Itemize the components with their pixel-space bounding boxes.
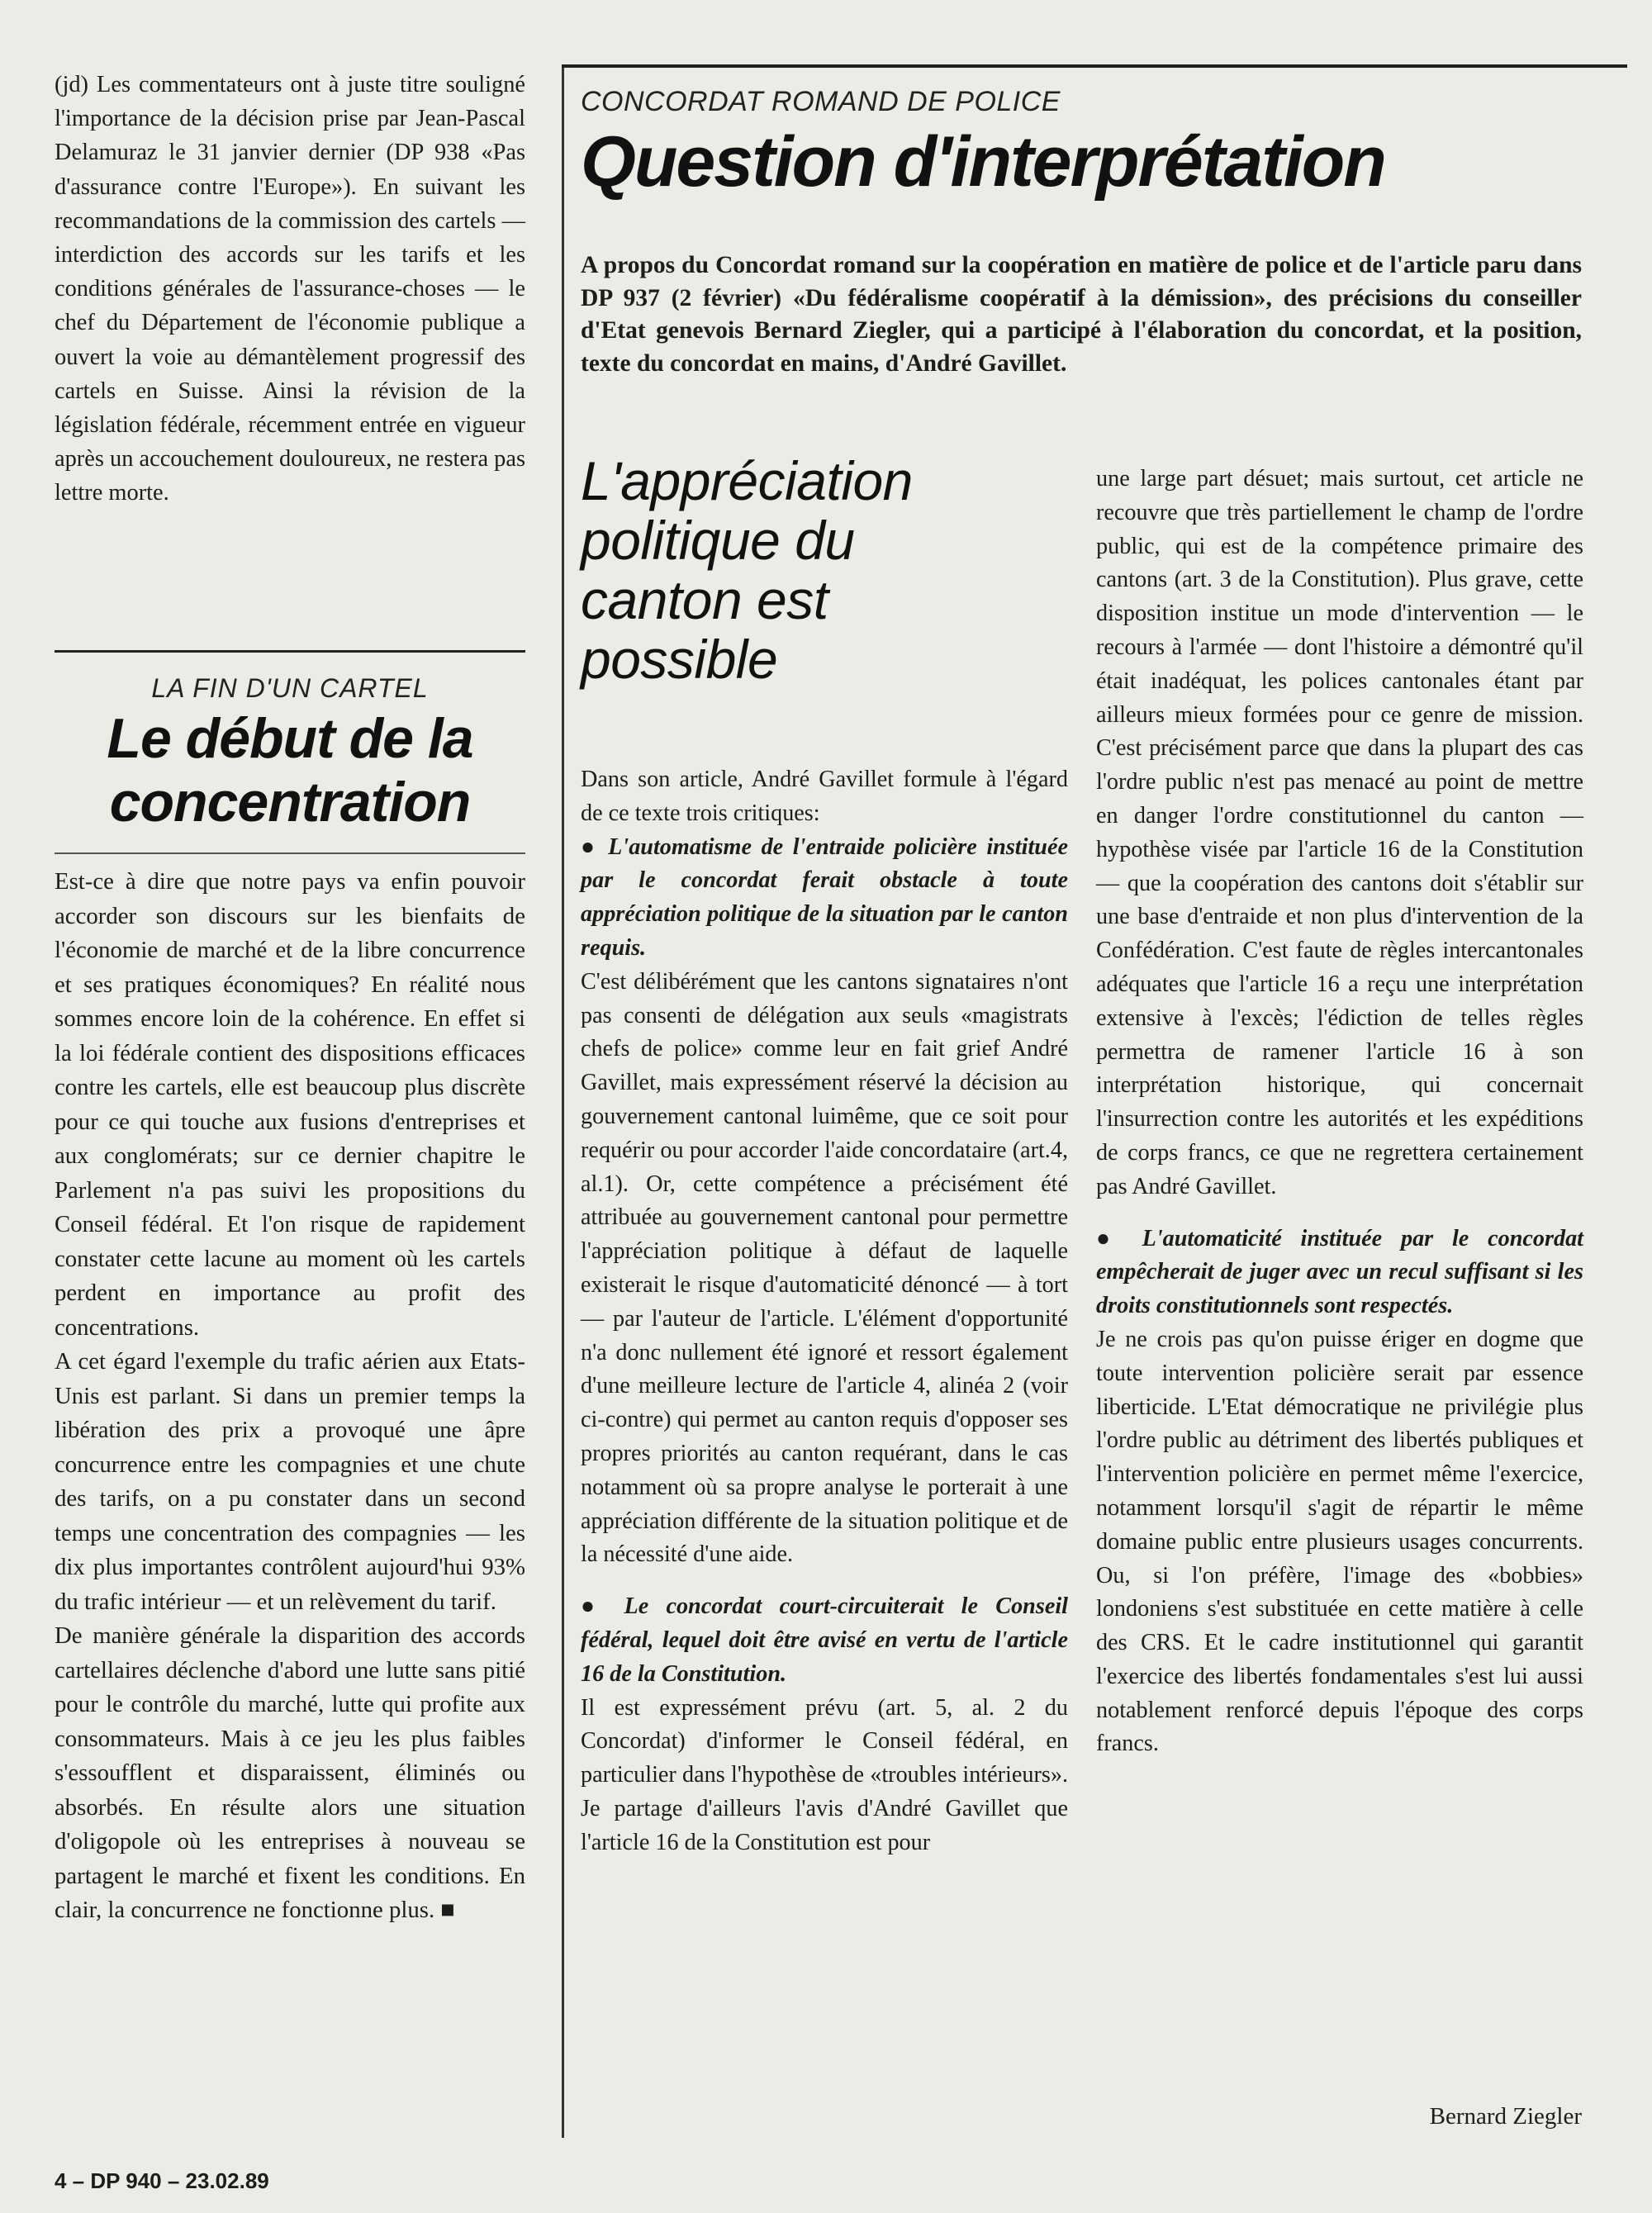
mid-column-body	[581, 763, 1068, 1860]
subhead-line-4: possible	[581, 629, 778, 690]
signature: Bernard Ziegler	[1429, 2103, 1582, 2130]
column-divider	[562, 64, 564, 2138]
mid-bullet-2: ● Le concordat court-circuiterait le Conseil fédéral, lequel doit être avisé en vertu de l'article 16 de la Constitution.	[581, 1593, 1068, 1687]
main-headline: Question d'interprétation	[581, 122, 1385, 202]
left-kicker: LA FIN D'UN CARTEL	[151, 673, 429, 703]
main-lead: A propos du Concordat romand sur la coopération en matière de police et de l'article paru dans DP 937 (2 février) «Du fédéralisme coopératif à la démission», des précisions du conseiller d'Etat genevois Bernard Ziegler, qui a participé à l'élaboration du concordat, et la position, texte du concordat en mains, d'André Gavillet.	[581, 252, 1582, 377]
subhead-line-1: L'appréciation	[581, 450, 913, 511]
left-paragraph-3: De manière générale la disparition des accords cartellaires déclenche d'abord une lutte sans pitié pour le contrôle du marché, lutte qui profite aux consommateurs. Mais à ce jeu les plus faibles s'essoufflent et disparaissent, éliminés ou absorbés. En résulte alors une situation d'oligopole où les entreprises à nouveau se partagent le marché et fixent les conditions. En clair, la concurrence ne fonctionne plus. ■	[55, 1622, 525, 1923]
left-section-rule	[55, 650, 525, 653]
mid-paragraph-3: Il est expressément prévu (art. 5, al. 2 du Concordat) d'informer le Conseil fédéral, en particulier dans l'hypothèse de «troubles intérieurs». Je partage d'ailleurs l'avis d'André Gavillet que l'article 16 de la Constitution est pour	[581, 1694, 1068, 1855]
right-paragraph-2: Je ne crois pas qu'on puisse ériger en dogme que toute intervention policière serait par essence liberticide. L'Etat démocratique ne privilégie plus l'ordre public au détriment des libertés publiques et l'intervention policière en permet même l'exercice, notamment lorsqu'il s'agit de répartir le même domaine public entre plusieurs usages concurrents. Ou, si l'on préfère, l'image des «bobbies» londoniens s'est substituée en cette matière à celle des CRS. Et le cadre institutionnel qui garantit l'exercice des libertés fondamentales s'est lui aussi notablement renforcé depuis l'époque des corps francs.	[1096, 1326, 1583, 1757]
mid-bullet-1: ● L'automatisme de l'entraide policière instituée par le concordat ferait obstacle à toute appréciation politique de la situation par le canton requis.	[581, 833, 1068, 961]
right-paragraph-1: une large part désuet; mais surtout, cet article ne recouvre que très partiellement le champ de l'ordre public, qui est de la compétence primaire des cantons (art. 3 de la Constitution). Plus grave, cette disposition institue un mode d'intervention — le recours à l'armée — dont l'histoire a démontré qu'il était inadéquat, les polices cantonales étant par ailleurs mieux formées pour ce genre de mission. C'est précisément parce que dans la plupart des cas l'ordre public n'est pas menacé au point de mettre en danger l'ordre constitutionnel du canton — hypothèse visée par l'article 16 de la Constitution — que la coopération des cantons doit s'établir sur une base d'entraide et non plus d'intervention de la Confédération. C'est faute de règles intercantonales adéquates que l'article 16 a reçu une interprétation extensive à l'excès; l'édiction de telles règles permettra de ramener l'article 16 à son interprétation historique, qui concernait l'insurrection contre les autorités et les expéditions de corps francs, ce que ne regrettera certainement pas André Gavillet.	[1096, 466, 1583, 1199]
subhead	[581, 451, 1076, 689]
page-folio: 4 – DP 940 – 23.02.89	[55, 2168, 269, 2193]
left-headline-line1: Le début de la	[107, 707, 473, 770]
main-kicker: CONCORDAT ROMAND DE POLICE	[581, 86, 1061, 117]
left-paragraph-2: A cet égard l'exemple du trafic aérien aux Etats-Unis est parlant. Si dans un premier temps la libération des prix a provoqué une âpre concurrence entre les compagnies et une chute des tarifs, on a pu constater dans un second temps une concentration des compagnies — les dix plus importantes contrôlent aujourd'hui 93% du trafic intérieur — et un relèvement du tarif.	[55, 1348, 525, 1615]
left-paragraph-1: Est-ce à dire que notre pays va enfin pouvoir accorder son discours sur les bienfaits de l'économie de marché et de la libre concurrence et ses pratiques économiques? En réalité nous sommes encore loin de la cohérence. En effet si la loi fédérale contient des dispositions efficaces contre les cartels, elle est beaucoup plus discrète pour ce qui touche aux fusions d'entreprises et aux conglomérats; sur ce dernier chapitre le Parlement n'a pas suivi les propositions du Conseil fédéral. Et l'on risque de rapidement constater cette lacune au moment où les cartels perdent en importance au profit des concentrations.	[55, 868, 525, 1341]
intro-paragraph: (jd) Les commentateurs ont à juste titre souligné l'importance de la décision prise par Jean-Pascal Delamuraz le 31 janvier dernier (DP 938 «Pas d'assurance contre l'Europe»). En suivant les recommandations de la commission des cartels — interdiction des accords sur les tarifs et les conditions générales de l'assurance-choses — le chef du Département de l'économie publique a ouvert la voie au démantèlement progressif des cartels en Suisse. Ainsi la révision de la législation fédérale, récemment entrée en vigueur après un accouchement douloureux, ne restera pas lettre morte.	[55, 72, 525, 506]
mid-paragraph-2: C'est délibérément que les cantons signataires n'ont pas consenti de délégation aux seuls «magistrats chefs de police» comme leur en fait grief André Gavillet, mais expressément réservé la décision au gouvernement cantonal luimême, que ce soit pour requérir ou pour accorder l'aide concordataire (art.4, al.1). Or, cette compétence a précisément été attribuée au gouvernement cantonal pour permettre l'appréciation politique à défaut de laquelle existerait le risque d'automaticité dénoncé — à tort — par l'auteur de l'article. L'élément d'opportunité n'a donc nullement été ignoré et ressort également d'une meilleure lecture de l'article 4, alinéa 2 (voir ci-contre) qui permet au canton requis d'opposer ses propres priorités au canton requérant, dans le cas notamment où sa propre analyse le porterait à une appréciation différente de la situation politique et de la nécessité d'une aide.	[581, 968, 1068, 1568]
left-headline-rule	[55, 852, 525, 854]
left-intro	[55, 68, 525, 511]
right-column-body	[1096, 463, 1583, 1761]
main-top-rule	[562, 64, 1627, 68]
left-article-body	[55, 865, 525, 1928]
left-headline-line2: concentration	[109, 771, 471, 833]
mid-paragraph-1: Dans son article, André Gavillet formule à l'égard de ce texte trois critiques:	[581, 767, 1068, 826]
subhead-line-3: canton est	[581, 569, 828, 630]
right-bullet: ● L'automaticité instituée par le concordat empêcherait de juger avec un recul suffisant si les droits constitutionnels sont respectés.	[1096, 1225, 1583, 1319]
subhead-line-2: politique du	[581, 510, 855, 571]
